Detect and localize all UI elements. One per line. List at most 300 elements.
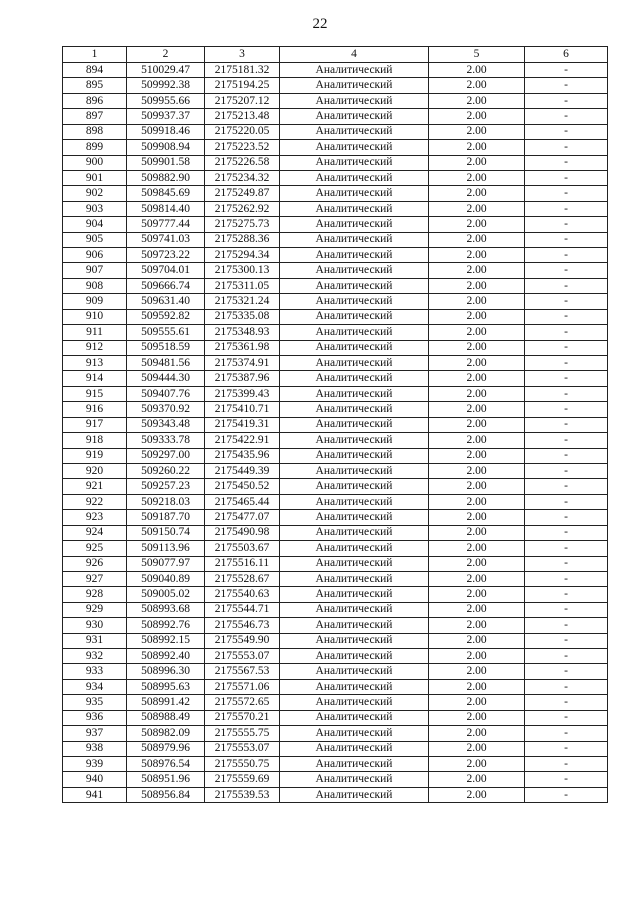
method-cell: Аналитический	[280, 787, 429, 802]
y-coordinate-cell: 2175223.52	[205, 140, 280, 155]
table-header	[63, 47, 608, 63]
y-coordinate-cell: 2175550.75	[205, 756, 280, 771]
point-number-cell: 933	[63, 664, 127, 679]
table-row	[63, 417, 608, 432]
note-cell: -	[525, 695, 608, 710]
accuracy-cell: 2.00	[429, 217, 525, 232]
method-cell: Аналитический	[280, 217, 429, 232]
note-cell: -	[525, 433, 608, 448]
y-coordinate-cell: 2175544.71	[205, 602, 280, 617]
table-row	[63, 386, 608, 401]
y-coordinate-cell: 2175465.44	[205, 494, 280, 509]
accuracy-cell: 2.00	[429, 664, 525, 679]
table-body	[63, 63, 608, 803]
y-coordinate-cell: 2175567.53	[205, 664, 280, 679]
method-cell: Аналитический	[280, 494, 429, 509]
accuracy-cell: 2.00	[429, 109, 525, 124]
y-coordinate-cell: 2175553.07	[205, 741, 280, 756]
table-row	[63, 448, 608, 463]
y-coordinate-cell: 2175348.93	[205, 325, 280, 340]
note-cell: -	[525, 664, 608, 679]
point-number-cell: 932	[63, 649, 127, 664]
x-coordinate-cell: 508982.09	[127, 726, 205, 741]
x-coordinate-cell: 508988.49	[127, 710, 205, 725]
method-cell: Аналитический	[280, 772, 429, 787]
table-row	[63, 371, 608, 386]
table-row	[63, 340, 608, 355]
x-coordinate-cell: 509407.76	[127, 386, 205, 401]
y-coordinate-cell: 2175571.06	[205, 679, 280, 694]
y-coordinate-cell: 2175288.36	[205, 232, 280, 247]
accuracy-cell: 2.00	[429, 618, 525, 633]
method-cell: Аналитический	[280, 386, 429, 401]
y-coordinate-cell: 2175311.05	[205, 278, 280, 293]
table-row	[63, 93, 608, 108]
accuracy-cell: 2.00	[429, 510, 525, 525]
y-coordinate-cell: 2175539.53	[205, 787, 280, 802]
note-cell: -	[525, 402, 608, 417]
y-coordinate-cell: 2175387.96	[205, 371, 280, 386]
header-cell-col-3: 3	[205, 47, 280, 63]
y-coordinate-cell: 2175300.13	[205, 263, 280, 278]
table-row	[63, 618, 608, 633]
y-coordinate-cell: 2175234.32	[205, 170, 280, 185]
table-row	[63, 155, 608, 170]
x-coordinate-cell: 509187.70	[127, 510, 205, 525]
y-coordinate-cell: 2175335.08	[205, 309, 280, 324]
note-cell: -	[525, 263, 608, 278]
x-coordinate-cell: 509666.74	[127, 278, 205, 293]
note-cell: -	[525, 417, 608, 432]
point-number-cell: 911	[63, 325, 127, 340]
header-cell-col-2: 2	[127, 47, 205, 63]
note-cell: -	[525, 386, 608, 401]
note-cell: -	[525, 556, 608, 571]
table-row	[63, 201, 608, 216]
point-number-cell: 937	[63, 726, 127, 741]
y-coordinate-cell: 2175294.34	[205, 248, 280, 263]
accuracy-cell: 2.00	[429, 294, 525, 309]
x-coordinate-cell: 509297.00	[127, 448, 205, 463]
x-coordinate-cell: 509814.40	[127, 201, 205, 216]
accuracy-cell: 2.00	[429, 340, 525, 355]
table-row	[63, 433, 608, 448]
x-coordinate-cell: 509882.90	[127, 170, 205, 185]
method-cell: Аналитический	[280, 710, 429, 725]
note-cell: -	[525, 201, 608, 216]
note-cell: -	[525, 124, 608, 139]
table-row	[63, 124, 608, 139]
table-row	[63, 556, 608, 571]
method-cell: Аналитический	[280, 695, 429, 710]
method-cell: Аналитический	[280, 248, 429, 263]
accuracy-cell: 2.00	[429, 433, 525, 448]
accuracy-cell: 2.00	[429, 571, 525, 586]
accuracy-cell: 2.00	[429, 479, 525, 494]
note-cell: -	[525, 772, 608, 787]
x-coordinate-cell: 509077.97	[127, 556, 205, 571]
x-coordinate-cell: 509845.69	[127, 186, 205, 201]
accuracy-cell: 2.00	[429, 356, 525, 371]
note-cell: -	[525, 93, 608, 108]
y-coordinate-cell: 2175549.90	[205, 633, 280, 648]
method-cell: Аналитический	[280, 756, 429, 771]
point-number-cell: 904	[63, 217, 127, 232]
accuracy-cell: 2.00	[429, 525, 525, 540]
x-coordinate-cell: 509040.89	[127, 571, 205, 586]
x-coordinate-cell: 508951.96	[127, 772, 205, 787]
x-coordinate-cell: 509005.02	[127, 587, 205, 602]
point-number-cell: 914	[63, 371, 127, 386]
x-coordinate-cell: 509723.22	[127, 248, 205, 263]
method-cell: Аналитический	[280, 556, 429, 571]
table-row	[63, 649, 608, 664]
method-cell: Аналитический	[280, 587, 429, 602]
accuracy-cell: 2.00	[429, 463, 525, 478]
x-coordinate-cell: 509257.23	[127, 479, 205, 494]
x-coordinate-cell: 509592.82	[127, 309, 205, 324]
accuracy-cell: 2.00	[429, 170, 525, 185]
method-cell: Аналитический	[280, 109, 429, 124]
y-coordinate-cell: 2175262.92	[205, 201, 280, 216]
note-cell: -	[525, 340, 608, 355]
point-number-cell: 940	[63, 772, 127, 787]
accuracy-cell: 2.00	[429, 710, 525, 725]
table-row	[63, 78, 608, 93]
note-cell: -	[525, 710, 608, 725]
x-coordinate-cell: 509901.58	[127, 155, 205, 170]
point-number-cell: 936	[63, 710, 127, 725]
table-row	[63, 217, 608, 232]
x-coordinate-cell: 508976.54	[127, 756, 205, 771]
point-number-cell: 920	[63, 463, 127, 478]
x-coordinate-cell: 509370.92	[127, 402, 205, 417]
note-cell: -	[525, 494, 608, 509]
x-coordinate-cell: 509150.74	[127, 525, 205, 540]
note-cell: -	[525, 679, 608, 694]
note-cell: -	[525, 602, 608, 617]
accuracy-cell: 2.00	[429, 787, 525, 802]
note-cell: -	[525, 248, 608, 263]
x-coordinate-cell: 508991.42	[127, 695, 205, 710]
accuracy-cell: 2.00	[429, 417, 525, 432]
x-coordinate-cell: 509741.03	[127, 232, 205, 247]
point-number-cell: 899	[63, 140, 127, 155]
point-number-cell: 905	[63, 232, 127, 247]
table-row	[63, 186, 608, 201]
x-coordinate-cell: 508996.30	[127, 664, 205, 679]
point-number-cell: 898	[63, 124, 127, 139]
table-row	[63, 679, 608, 694]
table-row	[63, 402, 608, 417]
method-cell: Аналитический	[280, 140, 429, 155]
accuracy-cell: 2.00	[429, 278, 525, 293]
note-cell: -	[525, 541, 608, 556]
note-cell: -	[525, 109, 608, 124]
y-coordinate-cell: 2175450.52	[205, 479, 280, 494]
note-cell: -	[525, 726, 608, 741]
point-number-cell: 917	[63, 417, 127, 432]
note-cell: -	[525, 294, 608, 309]
x-coordinate-cell: 508995.63	[127, 679, 205, 694]
accuracy-cell: 2.00	[429, 402, 525, 417]
method-cell: Аналитический	[280, 417, 429, 432]
point-number-cell: 915	[63, 386, 127, 401]
note-cell: -	[525, 479, 608, 494]
x-coordinate-cell: 509937.37	[127, 109, 205, 124]
note-cell: -	[525, 309, 608, 324]
note-cell: -	[525, 63, 608, 78]
note-cell: -	[525, 356, 608, 371]
y-coordinate-cell: 2175449.39	[205, 463, 280, 478]
point-number-cell: 916	[63, 402, 127, 417]
table-row	[63, 278, 608, 293]
point-number-cell: 913	[63, 356, 127, 371]
header-row	[63, 47, 608, 63]
accuracy-cell: 2.00	[429, 248, 525, 263]
method-cell: Аналитический	[280, 402, 429, 417]
y-coordinate-cell: 2175361.98	[205, 340, 280, 355]
note-cell: -	[525, 587, 608, 602]
note-cell: -	[525, 649, 608, 664]
table-row	[63, 463, 608, 478]
method-cell: Аналитический	[280, 602, 429, 617]
note-cell: -	[525, 571, 608, 586]
point-number-cell: 907	[63, 263, 127, 278]
method-cell: Аналитический	[280, 433, 429, 448]
y-coordinate-cell: 2175399.43	[205, 386, 280, 401]
y-coordinate-cell: 2175213.48	[205, 109, 280, 124]
x-coordinate-cell: 509918.46	[127, 124, 205, 139]
table-row	[63, 263, 608, 278]
method-cell: Аналитический	[280, 633, 429, 648]
method-cell: Аналитический	[280, 294, 429, 309]
note-cell: -	[525, 787, 608, 802]
table-row	[63, 494, 608, 509]
y-coordinate-cell: 2175220.05	[205, 124, 280, 139]
note-cell: -	[525, 371, 608, 386]
point-number-cell: 922	[63, 494, 127, 509]
method-cell: Аналитический	[280, 170, 429, 185]
accuracy-cell: 2.00	[429, 494, 525, 509]
x-coordinate-cell: 509992.38	[127, 78, 205, 93]
accuracy-cell: 2.00	[429, 186, 525, 201]
x-coordinate-cell: 510029.47	[127, 63, 205, 78]
accuracy-cell: 2.00	[429, 201, 525, 216]
point-number-cell: 941	[63, 787, 127, 802]
table-row	[63, 294, 608, 309]
x-coordinate-cell: 509218.03	[127, 494, 205, 509]
point-number-cell: 928	[63, 587, 127, 602]
method-cell: Аналитический	[280, 278, 429, 293]
method-cell: Аналитический	[280, 186, 429, 201]
accuracy-cell: 2.00	[429, 78, 525, 93]
y-coordinate-cell: 2175546.73	[205, 618, 280, 633]
method-cell: Аналитический	[280, 664, 429, 679]
x-coordinate-cell: 509481.56	[127, 356, 205, 371]
y-coordinate-cell: 2175419.31	[205, 417, 280, 432]
method-cell: Аналитический	[280, 479, 429, 494]
table-row	[63, 309, 608, 324]
accuracy-cell: 2.00	[429, 325, 525, 340]
accuracy-cell: 2.00	[429, 93, 525, 108]
point-number-cell: 901	[63, 170, 127, 185]
method-cell: Аналитический	[280, 78, 429, 93]
table-row	[63, 726, 608, 741]
method-cell: Аналитический	[280, 726, 429, 741]
note-cell: -	[525, 525, 608, 540]
x-coordinate-cell: 509444.30	[127, 371, 205, 386]
header-cell-col-5: 5	[429, 47, 525, 63]
note-cell: -	[525, 448, 608, 463]
table-row	[63, 587, 608, 602]
method-cell: Аналитический	[280, 340, 429, 355]
method-cell: Аналитический	[280, 510, 429, 525]
note-cell: -	[525, 756, 608, 771]
note-cell: -	[525, 463, 608, 478]
x-coordinate-cell: 509113.96	[127, 541, 205, 556]
point-number-cell: 909	[63, 294, 127, 309]
note-cell: -	[525, 633, 608, 648]
y-coordinate-cell: 2175321.24	[205, 294, 280, 309]
point-number-cell: 938	[63, 741, 127, 756]
x-coordinate-cell: 508979.96	[127, 741, 205, 756]
point-number-cell: 926	[63, 556, 127, 571]
point-number-cell: 912	[63, 340, 127, 355]
method-cell: Аналитический	[280, 448, 429, 463]
x-coordinate-cell: 508992.40	[127, 649, 205, 664]
y-coordinate-cell: 2175572.65	[205, 695, 280, 710]
accuracy-cell: 2.00	[429, 695, 525, 710]
point-number-cell: 894	[63, 63, 127, 78]
note-cell: -	[525, 170, 608, 185]
note-cell: -	[525, 741, 608, 756]
method-cell: Аналитический	[280, 124, 429, 139]
method-cell: Аналитический	[280, 371, 429, 386]
y-coordinate-cell: 2175490.98	[205, 525, 280, 540]
note-cell: -	[525, 618, 608, 633]
point-number-cell: 921	[63, 479, 127, 494]
point-number-cell: 939	[63, 756, 127, 771]
table-row	[63, 571, 608, 586]
point-number-cell: 923	[63, 510, 127, 525]
y-coordinate-cell: 2175226.58	[205, 155, 280, 170]
accuracy-cell: 2.00	[429, 371, 525, 386]
x-coordinate-cell: 509955.66	[127, 93, 205, 108]
header-cell-col-4: 4	[280, 47, 429, 63]
y-coordinate-cell: 2175435.96	[205, 448, 280, 463]
x-coordinate-cell: 509343.48	[127, 417, 205, 432]
accuracy-cell: 2.00	[429, 448, 525, 463]
table-row	[63, 741, 608, 756]
point-number-cell: 906	[63, 248, 127, 263]
point-number-cell: 934	[63, 679, 127, 694]
method-cell: Аналитический	[280, 741, 429, 756]
table-row	[63, 633, 608, 648]
table-row	[63, 510, 608, 525]
point-number-cell: 897	[63, 109, 127, 124]
table-row	[63, 664, 608, 679]
method-cell: Аналитический	[280, 201, 429, 216]
point-number-cell: 931	[63, 633, 127, 648]
method-cell: Аналитический	[280, 309, 429, 324]
accuracy-cell: 2.00	[429, 756, 525, 771]
accuracy-cell: 2.00	[429, 155, 525, 170]
page-number: 22	[312, 16, 328, 32]
x-coordinate-cell: 508992.76	[127, 618, 205, 633]
y-coordinate-cell: 2175559.69	[205, 772, 280, 787]
table-row	[63, 140, 608, 155]
table-row	[63, 541, 608, 556]
table-row	[63, 602, 608, 617]
table-row	[63, 63, 608, 78]
y-coordinate-cell: 2175570.21	[205, 710, 280, 725]
table-row	[63, 170, 608, 185]
accuracy-cell: 2.00	[429, 726, 525, 741]
method-cell: Аналитический	[280, 155, 429, 170]
point-number-cell: 908	[63, 278, 127, 293]
table-row	[63, 109, 608, 124]
method-cell: Аналитический	[280, 618, 429, 633]
method-cell: Аналитический	[280, 649, 429, 664]
method-cell: Аналитический	[280, 263, 429, 278]
point-number-cell: 903	[63, 201, 127, 216]
accuracy-cell: 2.00	[429, 309, 525, 324]
x-coordinate-cell: 509908.94	[127, 140, 205, 155]
accuracy-cell: 2.00	[429, 587, 525, 602]
point-number-cell: 927	[63, 571, 127, 586]
table-row	[63, 695, 608, 710]
table-row	[63, 772, 608, 787]
method-cell: Аналитический	[280, 571, 429, 586]
accuracy-cell: 2.00	[429, 556, 525, 571]
table-row	[63, 710, 608, 725]
y-coordinate-cell: 2175553.07	[205, 649, 280, 664]
point-number-cell: 895	[63, 78, 127, 93]
note-cell: -	[525, 232, 608, 247]
table-row	[63, 525, 608, 540]
point-number-cell: 902	[63, 186, 127, 201]
point-number-cell: 896	[63, 93, 127, 108]
table-row	[63, 787, 608, 802]
x-coordinate-cell: 509704.01	[127, 263, 205, 278]
note-cell: -	[525, 510, 608, 525]
method-cell: Аналитический	[280, 525, 429, 540]
accuracy-cell: 2.00	[429, 63, 525, 78]
point-number-cell: 925	[63, 541, 127, 556]
y-coordinate-cell: 2175503.67	[205, 541, 280, 556]
y-coordinate-cell: 2175540.63	[205, 587, 280, 602]
y-coordinate-cell: 2175194.25	[205, 78, 280, 93]
method-cell: Аналитический	[280, 679, 429, 694]
y-coordinate-cell: 2175422.91	[205, 433, 280, 448]
method-cell: Аналитический	[280, 463, 429, 478]
accuracy-cell: 2.00	[429, 741, 525, 756]
method-cell: Аналитический	[280, 232, 429, 247]
y-coordinate-cell: 2175374.91	[205, 356, 280, 371]
x-coordinate-cell: 509555.61	[127, 325, 205, 340]
accuracy-cell: 2.00	[429, 140, 525, 155]
accuracy-cell: 2.00	[429, 602, 525, 617]
header-cell-col-6: 6	[525, 47, 608, 63]
accuracy-cell: 2.00	[429, 679, 525, 694]
note-cell: -	[525, 217, 608, 232]
point-number-cell: 930	[63, 618, 127, 633]
x-coordinate-cell: 509260.22	[127, 463, 205, 478]
point-number-cell: 919	[63, 448, 127, 463]
point-number-cell: 924	[63, 525, 127, 540]
method-cell: Аналитический	[280, 63, 429, 78]
